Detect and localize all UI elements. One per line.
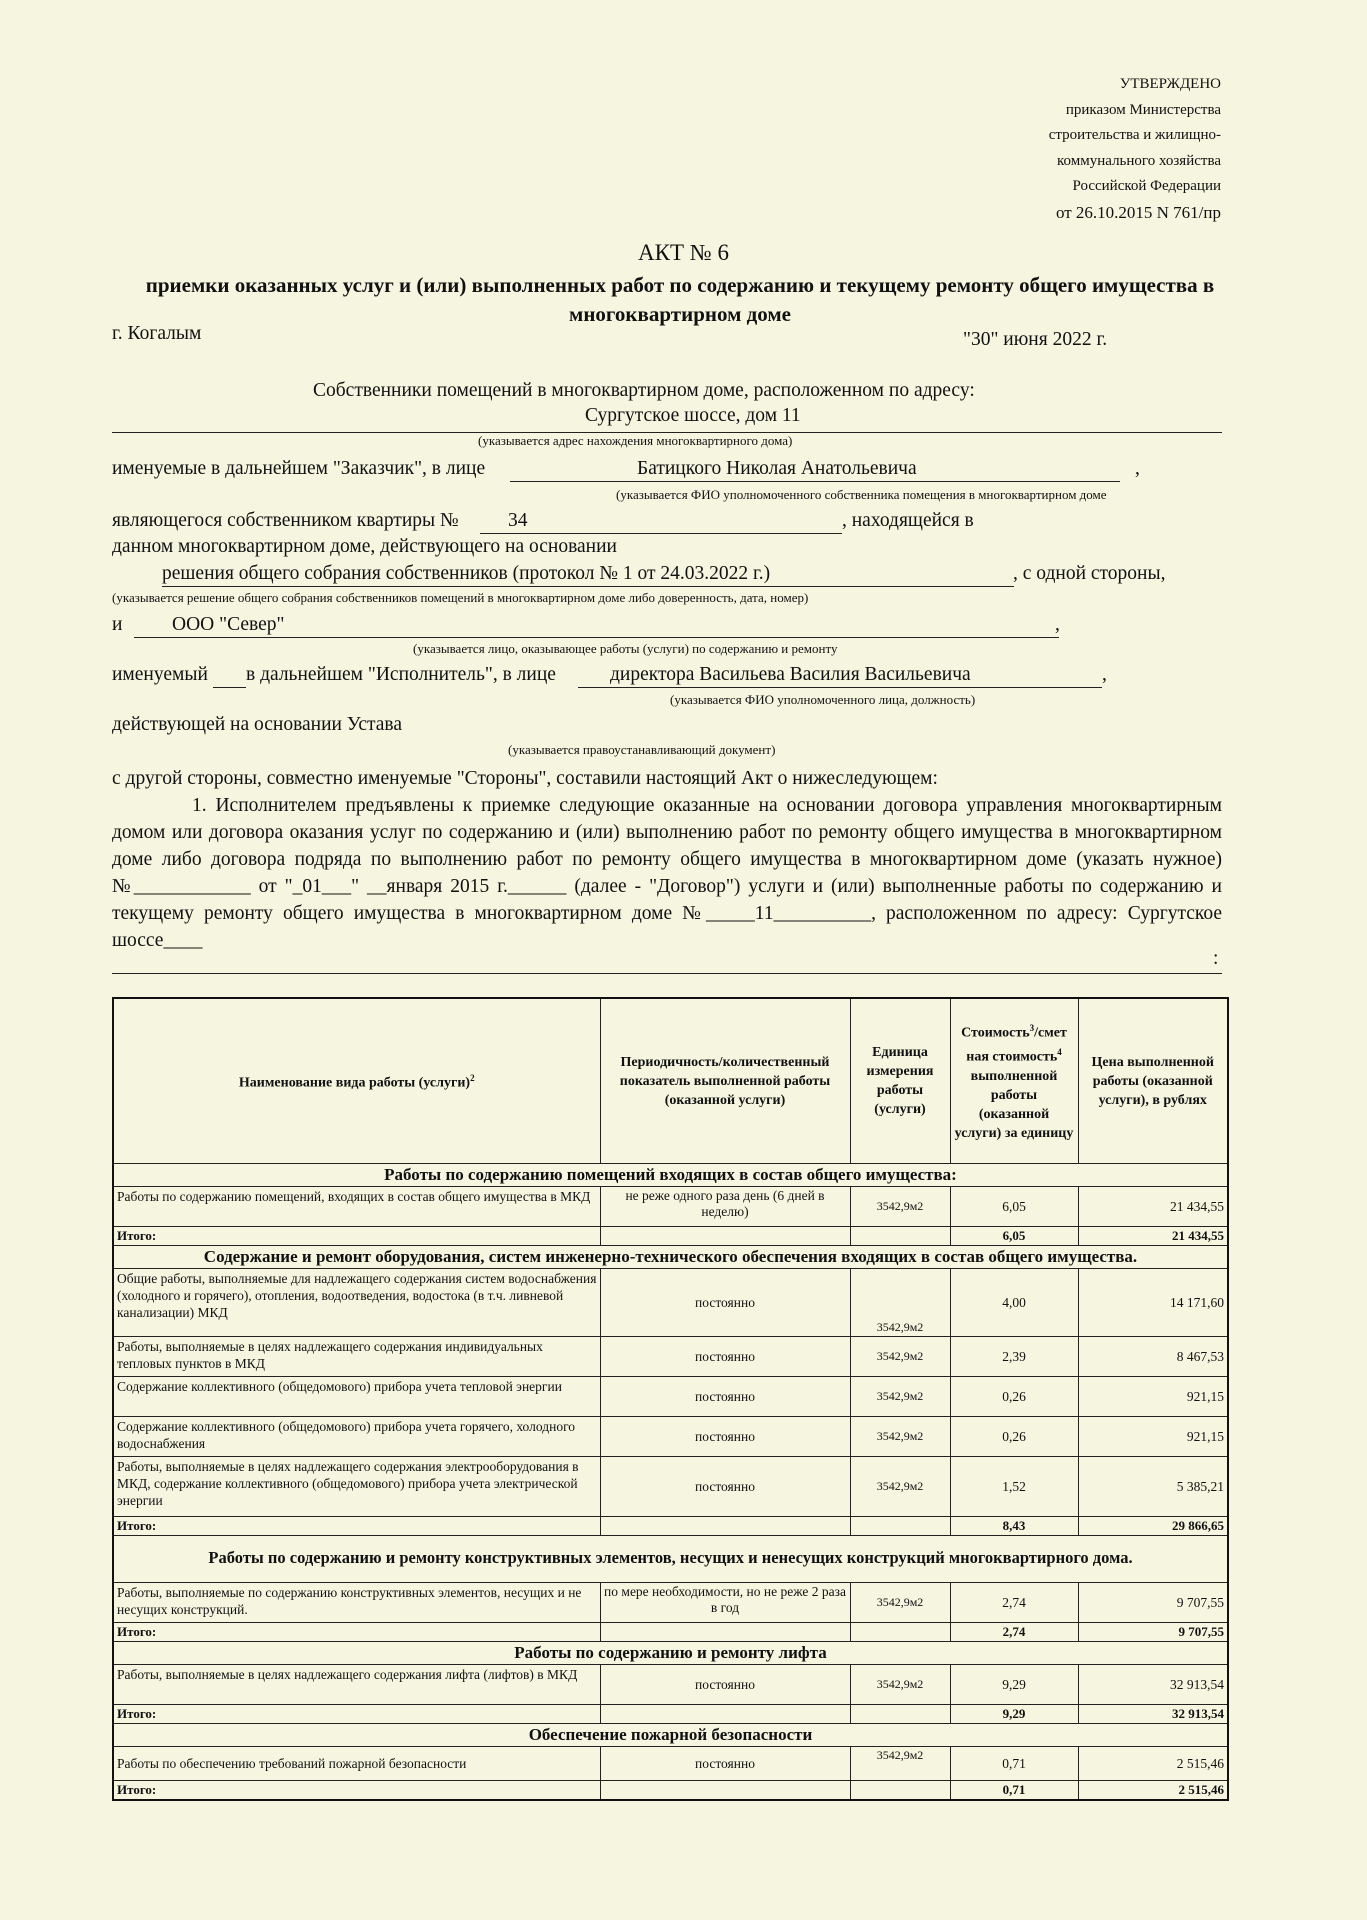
owner-prefix: являющегося собственником квартиры № [112,510,459,531]
total-label: Итого: [113,1705,600,1724]
executor-hint: (указывается ФИО уполномоченного лица, должность) [670,692,976,707]
work-unit: 3542,9м2 [850,1269,950,1337]
basis-hint: (указывается решение общего собрания собственников помещений в многоквартирном доме либо доверенность, дата, номер) [112,590,809,605]
section-title: Работы по содержанию и ремонту лифта [113,1642,1228,1665]
work-name: Работы, выполняемые в целях надлежащего содержания электрооборудования в МКД, содержание коллективного (общедомового) прибора учета электрической энергии [113,1457,600,1517]
work-cost: 0,71 [950,1747,1078,1781]
clause-1 [112,792,1222,954]
section-row [113,1536,1228,1583]
acting-basis: действующей на основании Устава [112,714,402,735]
total-price: 2 515,46 [1078,1781,1228,1801]
work-price: 5 385,21 [1078,1457,1228,1517]
contract-number-blank: ____________ [133,876,251,897]
work-name: Работы, выполняемые в целях надлежащего содержания индивидуальных тепловых пунктов в МКД [113,1337,600,1377]
total-cost: 0,71 [950,1781,1078,1801]
approval-line: строительства и жилищно- [1048,127,1221,143]
basis-suffix: , с одной стороны, [1013,563,1166,584]
act-title: АКТ № 6 [638,240,729,265]
total-price: 21 434,55 [1078,1227,1228,1246]
executor-prefix: именуемый [112,664,208,685]
total-label: Итого: [113,1517,600,1536]
table-row [113,1747,1228,1781]
owner-suffix: , находящейся в [842,510,974,531]
work-unit: 3542,9м2 [850,1747,950,1781]
work-period: постоянно [600,1747,850,1781]
contractor-hint: (указывается лицо, оказывающее работы (услуги) по содержанию и ремонту [413,641,838,656]
work-cost: 1,52 [950,1457,1078,1517]
total-cost: 2,74 [950,1623,1078,1642]
colon: : [1213,948,1219,969]
work-price: 921,15 [1078,1417,1228,1457]
header-period: Периодичность/количественный показатель выполненной работы (оказанной услуги) [600,998,850,1164]
customer-prefix: именуемые в дальнейшем "Заказчик", в лице [112,458,486,479]
work-name: Работы по содержанию помещений, входящих в состав общего имущества в МКД [113,1187,600,1227]
header-name: Наименование вида работы (услуги)$^2$ [113,998,600,1164]
apartment-number: 34 [508,510,528,531]
table-row [113,1583,1228,1623]
work-name: Содержание коллективного (общедомового) прибора учета тепловой энергии [113,1377,600,1417]
act-subtitle: приемки оказанных услуг и (или) выполненных работ по содержанию и текущему ремонту общего имущества в многоквартирном доме [145,273,1215,326]
address-continuation-line [112,973,1222,974]
work-name: Работы, выполняемые по содержанию конструктивных элементов, несущих и не несущих конструкций. [113,1583,600,1623]
total-label: Итого: [113,1781,600,1801]
executor-underline-2 [578,687,1102,688]
work-cost: 0,26 [950,1417,1078,1457]
customer-hint: (указывается ФИО уполномоченного собственника помещения в многоквартирном доме [616,487,1107,502]
total-cost: 9,29 [950,1705,1078,1724]
work-name: Общие работы, выполняемые для надлежащего содержания систем водоснабжения (холодного и горячего), отопления, водоотведения, водостока (в т.ч. ливневой канализации) МКД [113,1269,600,1337]
clause-1-text: 1. Исполнителем предъявлены к приемке следующие оказанные на основании договора управления многоквартирным домом или договора оказания услуг по содержанию и (или) выполнению работ по ремонту общего имущества в многоквартирном доме либо договора подряда по выполнению работ по ремонту общего имущества в многоквартирном доме (указать нужное) № [112,795,1222,897]
approval-line: Российской Федерации [1072,178,1221,194]
approval-line: коммунального хозяйства [1057,152,1221,169]
acting-hint: (указывается правоустанавливающий документ) [508,742,776,757]
approval-line: от 26.10.2015 N 761/пр [1055,202,1221,222]
table-row [113,1377,1228,1417]
section-row [113,1724,1228,1747]
table-row [113,1665,1228,1705]
work-price: 921,15 [1078,1377,1228,1417]
work-cost: 9,29 [950,1665,1078,1705]
total-row [113,1781,1228,1801]
customer-underline [510,481,1120,482]
owners-intro: Собственники помещений в многоквартирном доме, расположенном по адресу: [313,380,975,401]
executor-mid: в дальнейшем "Исполнитель", в лице [246,664,556,685]
total-cost: 8,43 [950,1517,1078,1536]
table-row [113,1269,1228,1337]
work-price: 14 171,60 [1078,1269,1228,1337]
apartment-underline [480,533,842,534]
section-title: Работы по содержанию помещений входящих в состав общего имущества: [113,1164,1228,1187]
owner-line2: данном многоквартирном доме, действующего на основании [112,536,617,557]
work-unit: 3542,9м2 [850,1417,950,1457]
work-price: 32 913,54 [1078,1665,1228,1705]
executor-underline-1 [213,687,246,688]
section-title: Содержание и ремонт оборудования, систем инженерно-технического обеспечения входящих в состав общего имущества. [113,1246,1228,1269]
total-row [113,1623,1228,1642]
total-price: 9 707,55 [1078,1623,1228,1642]
total-row [113,1517,1228,1536]
header-cost: Стоимость$^3$/смет ная стоимость$^4$ выполненной работы (оказанной услуги) за единицу [950,998,1078,1164]
table-row [113,1187,1228,1227]
approval-line: приказом Министерства [1065,101,1221,118]
work-period: постоянно [600,1457,850,1517]
work-period: не реже одного раза день (6 дней в неделю) [600,1187,850,1227]
approval-block [1049,72,1221,225]
section-title: Работы по содержанию и ремонту конструктивных элементов, несущих и ненесущих конструкций многоквартирного дома. [113,1536,1228,1583]
basis: решения общего собрания собственников (протокол № 1 от 24.03.2022 г.) [162,563,771,584]
work-unit: 3542,9м2 [850,1665,950,1705]
total-label: Итого: [113,1227,600,1246]
work-unit: 3542,9м2 [850,1583,950,1623]
comma: , [1055,614,1060,635]
total-row [113,1705,1228,1724]
header-unit: Единица измерения работы (услуги) [850,998,950,1164]
work-name: Содержание коллективного (общедомового) прибора учета горячего, холодного водоснабжения [113,1417,600,1457]
work-cost: 2,39 [950,1337,1078,1377]
work-period: постоянно [600,1337,850,1377]
contractor-underline [134,637,1059,638]
table-row [113,1457,1228,1517]
other-side: с другой стороны, совместно именуемые "Стороны", составили настоящий Акт о нижеследующем: [112,768,938,789]
act-date: "30" июня 2022 г. [963,329,1108,350]
work-unit: 3542,9м2 [850,1337,950,1377]
address: Сургутское шоссе, дом 11 [585,405,801,426]
basis-underline [162,586,1014,587]
work-price: 21 434,55 [1078,1187,1228,1227]
approval-line: УТВЕРЖДЕНО [1119,76,1221,92]
work-period: по мере необходимости, но не реже 2 раза в год [600,1583,850,1623]
work-cost: 6,05 [950,1187,1078,1227]
total-cost: 6,05 [950,1227,1078,1246]
contractor-name: ООО "Север" [172,614,285,635]
work-cost: 0,26 [950,1377,1078,1417]
work-cost: 2,74 [950,1583,1078,1623]
works-table [112,997,1229,1801]
customer-name: Батицкого Николая Анатольевича [637,458,917,479]
section-row [113,1642,1228,1665]
address-hint: (указывается адрес нахождения многоквартирного дома) [478,433,793,448]
work-unit: 3542,9м2 [850,1377,950,1417]
table-header-row [113,998,1228,1164]
work-price: 2 515,46 [1078,1747,1228,1781]
work-price: 8 467,53 [1078,1337,1228,1377]
section-title: Обеспечение пожарной безопасности [113,1724,1228,1747]
work-price: 9 707,55 [1078,1583,1228,1623]
work-period: постоянно [600,1269,850,1337]
work-period: постоянно [600,1417,850,1457]
work-unit: 3542,9м2 [850,1457,950,1517]
total-label: Итого: [113,1623,600,1642]
work-unit: 3542,9м2 [850,1187,950,1227]
total-price: 32 913,54 [1078,1705,1228,1724]
table-row [113,1337,1228,1377]
work-period: постоянно [600,1665,850,1705]
contractor-prefix: и [112,614,123,635]
total-row [113,1227,1228,1246]
section-row [113,1246,1228,1269]
section-row [113,1164,1228,1187]
clause-1-contract: от "_01___" __января 2015 г.______ (далее - "Договор") услуги и (или) выполненные работы по содержанию и текущему ремонту общего имущества в многоквартирном доме №_____11__________, расположенном по адресу: Сургутское шоссе____ [112,876,1222,951]
work-cost: 4,00 [950,1269,1078,1337]
work-period: постоянно [600,1377,850,1417]
comma: , [1135,458,1140,479]
city: г. Когалым [112,323,202,344]
header-price: Цена выполненной работы (оказанной услуги), в рублях [1078,998,1228,1164]
work-name: Работы, выполняемые в целях надлежащего содержания лифта (лифтов) в МКД [113,1665,600,1705]
work-name: Работы по обеспечению требований пожарной безопасности [113,1747,600,1781]
table-row [113,1417,1228,1457]
executor-name: директора Васильева Василия Васильевича [610,664,971,685]
total-price: 29 866,65 [1078,1517,1228,1536]
comma: , [1102,664,1107,685]
